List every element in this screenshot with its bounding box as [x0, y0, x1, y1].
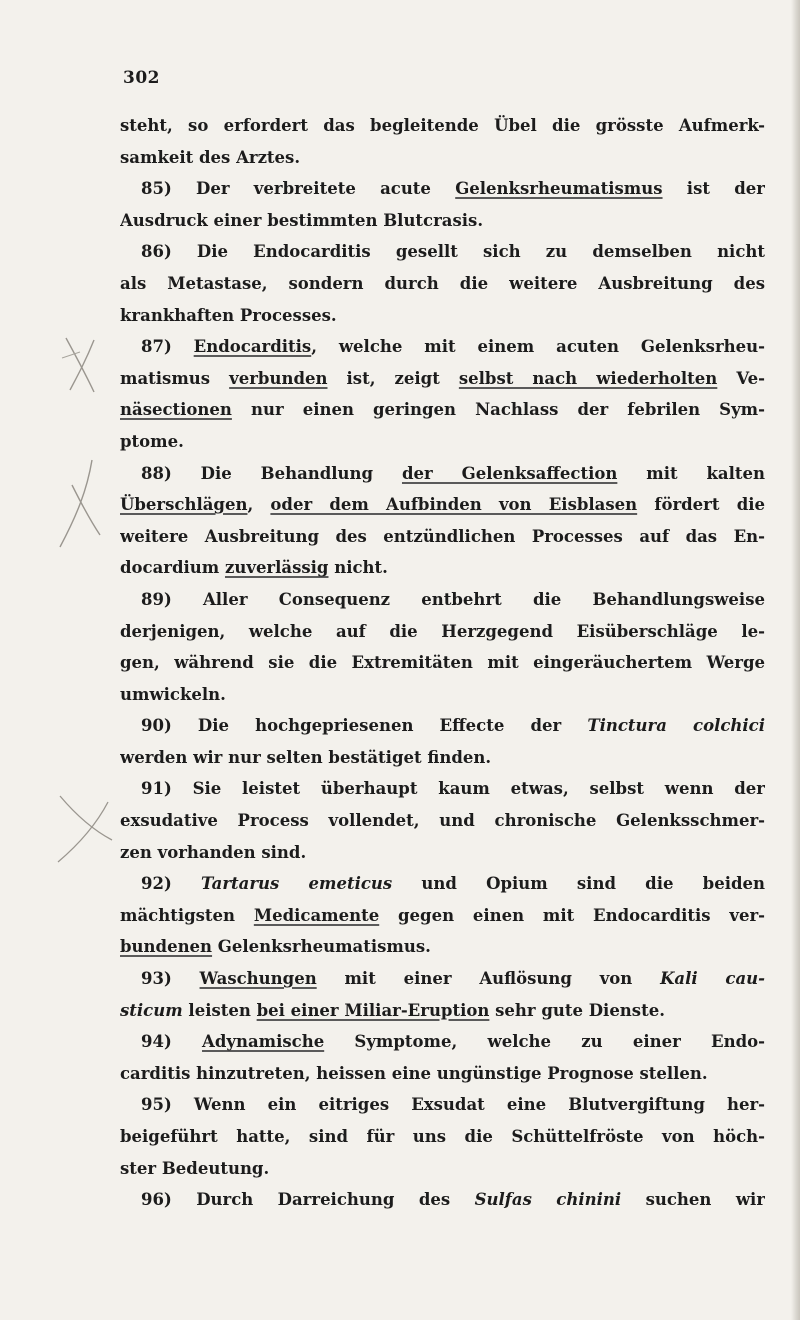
text-segment: leisten	[182, 1000, 257, 1020]
underlined-phrase: Überschlägen	[120, 495, 248, 515]
text-line	[120, 1026, 765, 1058]
text-segment: werden wir nur selten bestätiget finden.	[120, 747, 492, 767]
page-number: 302	[123, 68, 160, 88]
margin-annotation-icon	[48, 790, 118, 870]
text-segment: nur einen geringen Nachlass der febrilen Sym-	[231, 400, 765, 420]
text-line	[120, 837, 765, 869]
text-line	[120, 173, 765, 205]
italic-term: Sulfas chinini	[474, 1190, 622, 1210]
text-line	[120, 742, 765, 774]
text-line	[120, 300, 765, 332]
text-line	[120, 931, 765, 963]
text-segment: 90) Die hochgepriesenen Effecte der	[141, 716, 588, 736]
text-line	[120, 1121, 765, 1153]
margin-annotation-icon	[52, 455, 112, 555]
text-segment: Ve-	[717, 368, 765, 388]
text-line	[120, 710, 765, 742]
text-segment: krankhaften Processes.	[120, 305, 337, 325]
text-segment: mit kalten	[617, 463, 765, 483]
italic-term: Kali cau-	[660, 969, 765, 989]
text-segment: umwickeln.	[120, 684, 226, 704]
underlined-phrase: zuverlässig	[224, 558, 329, 578]
text-line	[120, 268, 765, 300]
text-segment: ist der	[662, 179, 765, 199]
text-line	[120, 679, 765, 711]
text-segment: sehr gute Dienste.	[489, 1000, 665, 1020]
text-segment: fördert die	[637, 495, 765, 515]
text-line	[120, 236, 765, 268]
text-line	[120, 426, 765, 458]
text-line	[120, 110, 765, 142]
text-segment: ,	[247, 495, 271, 515]
underlined-phrase: der Gelenksaffection	[401, 463, 618, 483]
underlined-phrase: Gelenksrheumatismus	[455, 179, 663, 199]
text-segment: steht, so erfordert das begleitende Übel die grösste Aufmerk-	[120, 116, 765, 135]
text-line	[120, 363, 765, 395]
text-line	[120, 773, 765, 805]
text-segment: gegen einen mit Endocarditis ver-	[379, 905, 765, 925]
text-segment: gen, während sie die Extremitäten mit eingeräuchertem Werge	[120, 653, 765, 673]
text-segment: zen vorhanden sind.	[120, 842, 307, 862]
text-line	[120, 868, 765, 900]
text-segment: Ausdruck einer bestimmten Blutcrasis.	[120, 210, 484, 230]
text-line	[120, 1058, 765, 1090]
text-segment: 89) Aller Consequenz entbehrt die Behandlungsweise	[141, 589, 765, 609]
text-segment: matismus	[120, 368, 230, 388]
text-line	[120, 489, 765, 521]
text-segment: Symptome, welche zu einer Endo-	[324, 1032, 765, 1052]
text-segment: exsudative Process vollendet, und chronische Gelenksschmer-	[120, 811, 765, 831]
underlined-phrase: verbunden	[229, 368, 328, 388]
text-line	[120, 900, 765, 932]
text-segment: derjenigen, welche auf die Herzgegend Eisüberschläge le-	[120, 621, 765, 641]
margin-annotation-icon	[58, 330, 108, 400]
underlined-phrase: bundenen	[120, 937, 213, 957]
text-line	[120, 647, 765, 679]
italic-term: Tartarus emeticus	[200, 874, 393, 894]
text-segment: 93)	[141, 969, 200, 989]
underlined-phrase: bei einer Miliar-Eruption	[256, 1000, 490, 1020]
text-line	[120, 616, 765, 648]
text-segment: suchen wir	[621, 1190, 765, 1210]
text-line	[120, 995, 765, 1027]
text-line	[120, 458, 765, 490]
text-line	[120, 394, 765, 426]
text-segment: als Metastase, sondern durch die weitere Ausbreitung des	[120, 273, 765, 293]
underlined-phrase: selbst nach wiederholten	[458, 368, 718, 388]
text-segment: 92)	[141, 874, 201, 894]
text-segment: 88) Die Behandlung	[141, 463, 402, 483]
underlined-phrase: Medicamente	[253, 905, 380, 925]
underlined-phrase: oder dem Aufbinden von Eisblasen	[270, 495, 638, 515]
text-segment: 87)	[141, 337, 194, 357]
underlined-phrase: Waschungen	[199, 969, 317, 989]
text-segment: mit einer Auflösung von	[316, 969, 661, 989]
text-segment: weitere Ausbreitung des entzündlichen Processes auf das En-	[120, 526, 765, 546]
text-line	[120, 1184, 765, 1216]
text-line	[120, 1089, 765, 1121]
text-line	[120, 805, 765, 837]
text-segment: 85) Der verbreitete acute	[141, 179, 456, 199]
text-line	[120, 1153, 765, 1185]
text-segment: Gelenksrheumatismus.	[212, 937, 431, 957]
text-line	[120, 331, 765, 363]
text-line	[120, 584, 765, 616]
underlined-phrase: Endocarditis	[193, 337, 312, 357]
underlined-phrase: Adynamische	[202, 1032, 325, 1052]
text-line	[120, 142, 765, 174]
text-line	[120, 963, 765, 995]
text-line	[120, 552, 765, 584]
text-segment: docardium	[120, 558, 225, 578]
text-segment: samkeit des Arztes.	[120, 147, 301, 167]
italic-term: Tinctura colchici	[587, 716, 765, 736]
body-text	[120, 110, 765, 1216]
text-line	[120, 205, 765, 237]
text-segment: 95) Wenn ein eitriges Exsudat eine Blutvergiftung her-	[141, 1095, 765, 1115]
text-segment: nicht.	[328, 558, 388, 578]
underlined-phrase: näsectionen	[120, 400, 232, 420]
text-line	[120, 521, 765, 553]
text-segment: carditis hinzutreten, heissen eine ungünstige Prognose stellen.	[120, 1063, 708, 1083]
italic-term: sticum	[120, 1000, 183, 1020]
text-segment: und Opium sind die beiden	[392, 874, 765, 894]
page-edge	[791, 0, 800, 1320]
text-segment: ster Bedeutung.	[120, 1158, 270, 1178]
text-segment: mächtigsten	[120, 905, 254, 925]
text-segment: 94)	[141, 1032, 203, 1052]
text-segment: 96) Durch Darreichung des	[141, 1190, 475, 1210]
text-segment: , welche mit einem acuten Gelenksrheu-	[311, 337, 765, 357]
text-segment: 91) Sie leistet überhaupt kaum etwas, selbst wenn der	[141, 779, 765, 799]
text-segment: beigeführt hatte, sind für uns die Schüttelfröste von höch-	[120, 1127, 765, 1146]
text-segment: ist, zeigt	[327, 368, 459, 388]
text-segment: ptome.	[120, 431, 184, 451]
text-segment: 86) Die Endocarditis gesellt sich zu demselben nicht	[141, 242, 765, 262]
